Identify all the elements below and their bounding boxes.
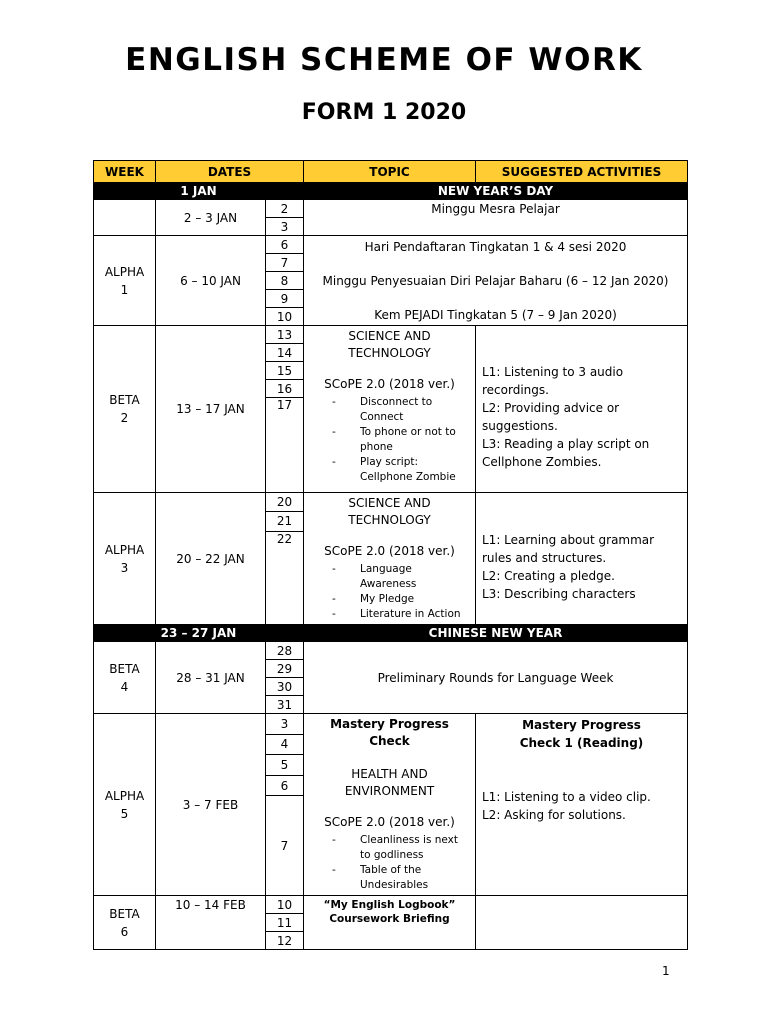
day-number: 8 [266, 272, 304, 290]
table-row [94, 642, 688, 660]
holiday-date: 23 – 27 JAN [94, 625, 304, 642]
activity-item: L3: Describing characters [482, 586, 636, 601]
table-row [94, 326, 688, 344]
day-number: 13 [266, 326, 304, 344]
week-label: ALPHA [104, 542, 145, 557]
scope-label: SCoPE 2.0 (2018 ver.) [324, 815, 455, 829]
day-number: 28 [266, 642, 304, 660]
activities-cell [476, 896, 688, 950]
table-row [94, 200, 688, 218]
week-number: 3 [120, 560, 129, 575]
mastery-check-label: Mastery Progress Check [330, 717, 449, 748]
day-number: 10 [266, 896, 304, 914]
list-item: - Cleanliness is next to godliness [322, 833, 471, 863]
header-week: WEEK [94, 161, 156, 183]
list-item: - Table of the Undesirables [322, 863, 471, 893]
day-number: 3 [266, 714, 304, 735]
day-number: 17 [266, 398, 304, 493]
event-line: Hari Pendaftaran Tingkatan 1 & 4 sesi 2020 [364, 239, 627, 254]
dates-cell: 6 – 10 JAN [156, 236, 266, 326]
activity-item: L3: Reading a play script on Cellphone Zombies. [482, 437, 650, 469]
dates-cell: 10 – 14 FEB [156, 896, 266, 950]
document-title: ENGLISH SCHEME OF WORK [125, 42, 643, 78]
mastery-check-activity: Mastery Progress Check 1 (Reading) [519, 718, 644, 750]
activities-cell [476, 714, 688, 896]
day-number: 9 [266, 290, 304, 308]
activity-item: L1: Learning about grammar rules and structures. [482, 532, 655, 565]
list-item: - My Pledge [322, 592, 471, 607]
activity-item: L1: Listening to 3 audio recordings. [482, 365, 624, 397]
list-item: - Language Awareness [322, 562, 471, 592]
header-dates: DATES [156, 161, 304, 183]
event-text: Preliminary Rounds for Language Week [304, 642, 688, 714]
day-number: 2 [266, 200, 304, 218]
scope-label: SCoPE 2.0 (2018 ver.) [324, 377, 455, 391]
week-cell [94, 236, 156, 326]
day-number: 22 [266, 531, 304, 624]
week-number: 5 [120, 806, 129, 821]
table-row [94, 896, 688, 914]
holiday-date: 1 JAN [94, 183, 304, 200]
day-number: 29 [266, 660, 304, 678]
topic-list [308, 395, 471, 485]
week-number: 2 [120, 411, 129, 425]
topic-cell [304, 896, 476, 950]
header-topic: TOPIC [304, 161, 476, 183]
day-number: 15 [266, 362, 304, 380]
topic-theme: HEALTH AND ENVIRONMENT [344, 767, 435, 798]
list-item: - Play script: Cellphone Zombie [322, 455, 471, 485]
day-number: 7 [266, 254, 304, 272]
holiday-row [94, 183, 688, 200]
dates-cell: 3 – 7 FEB [156, 714, 266, 896]
day-number: 12 [266, 932, 304, 950]
list-item: - Literature in Action [322, 607, 471, 622]
week-number: 6 [120, 924, 129, 939]
week-cell [94, 326, 156, 493]
logbook-title: “My English Logbook” [323, 899, 456, 911]
week-cell [94, 896, 156, 950]
topic-list [308, 833, 471, 893]
week-cell [94, 493, 156, 625]
day-number: 21 [266, 512, 304, 531]
dates-cell: 20 – 22 JAN [156, 493, 266, 625]
list-item: - Disconnect to Connect [322, 395, 471, 425]
activities-cell [476, 326, 688, 493]
scope-label: SCoPE 2.0 (2018 ver.) [324, 544, 455, 558]
week-number: 4 [120, 679, 129, 694]
week-number: 1 [120, 282, 129, 297]
day-number: 7 [266, 796, 304, 896]
event-cell [304, 236, 688, 326]
week-label: ALPHA [104, 264, 145, 279]
week-cell [94, 714, 156, 896]
week-label: ALPHA [104, 788, 145, 803]
topic-cell [304, 493, 476, 625]
day-number: 10 [266, 308, 304, 326]
week-label: BETA [109, 661, 140, 676]
activity-item: L1: Listening to a video clip. [482, 790, 651, 804]
holiday-name: NEW YEAR’S DAY [304, 183, 688, 200]
scheme-of-work-table [93, 160, 688, 950]
day-number: 5 [266, 755, 304, 776]
day-number: 6 [266, 775, 304, 796]
document-subtitle: FORM 1 2020 [301, 100, 467, 125]
event-line: Minggu Penyesuaian Diri Pelajar Baharu (6 – 12 Jan 2020) [322, 273, 669, 288]
day-number: 31 [266, 696, 304, 714]
day-number: 16 [266, 380, 304, 398]
table-row [94, 714, 688, 735]
day-number: 20 [266, 493, 304, 512]
activities-cell [476, 493, 688, 625]
week-cell [94, 200, 156, 236]
day-number: 6 [266, 236, 304, 254]
list-item: - To phone or not to phone [322, 425, 471, 455]
day-number: 30 [266, 678, 304, 696]
week-label: BETA [109, 393, 140, 407]
activity-item: L2: Asking for solutions. [482, 808, 626, 822]
logbook-subtitle: Coursework Briefing [329, 913, 450, 925]
topic-list [308, 562, 471, 622]
page-number: 1 [662, 964, 670, 978]
dates-cell: 28 – 31 JAN [156, 642, 266, 714]
dates-cell: 2 – 3 JAN [156, 200, 266, 236]
header-activities: SUGGESTED ACTIVITIES [476, 161, 688, 183]
topic-cell [304, 326, 476, 493]
week-label: BETA [109, 906, 140, 921]
activity-item: L2: Creating a pledge. [482, 568, 615, 583]
day-number: 4 [266, 734, 304, 755]
week-cell [94, 642, 156, 714]
holiday-name: CHINESE NEW YEAR [304, 625, 688, 642]
topic-cell [304, 714, 476, 896]
day-number: 11 [266, 914, 304, 932]
table-row [94, 236, 688, 254]
table-header-row [94, 161, 688, 183]
dates-cell: 13 – 17 JAN [156, 326, 266, 493]
topic-theme: SCIENCE AND TECHNOLOGY [348, 496, 431, 527]
topic-theme: SCIENCE AND TECHNOLOGY [348, 329, 431, 360]
table-row [94, 493, 688, 512]
day-number: 14 [266, 344, 304, 362]
activity-item: L2: Providing advice or suggestions. [482, 401, 620, 433]
event-line: Kem PEJADI Tingkatan 5 (7 – 9 Jan 2020) [374, 307, 617, 322]
event-text: Minggu Mesra Pelajar [304, 200, 688, 236]
day-number: 3 [266, 218, 304, 236]
holiday-row [94, 625, 688, 642]
